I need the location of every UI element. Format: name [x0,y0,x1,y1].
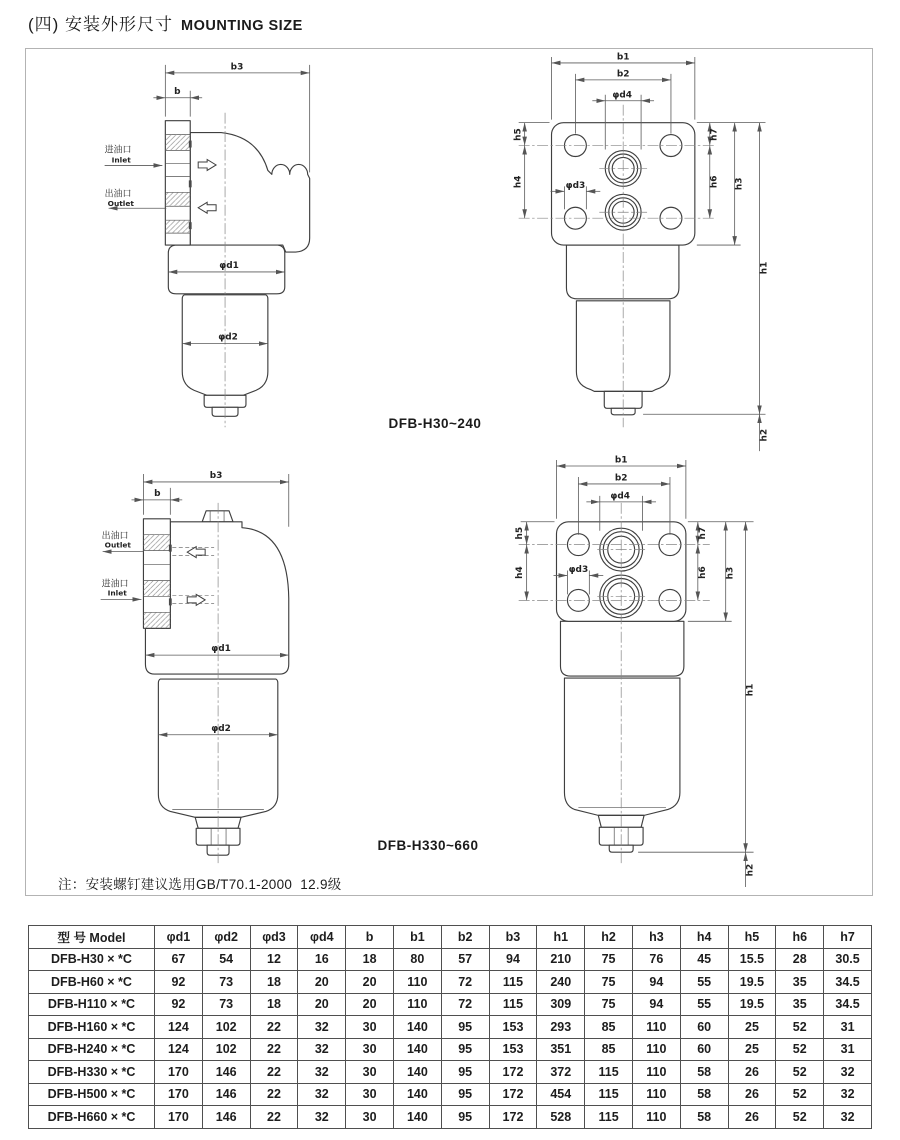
dim-value-cell: 110 [632,1083,680,1106]
dim-value-cell: 94 [632,971,680,994]
model-cell: DFB-H500 × *C [29,1083,155,1106]
dim-label-d1: φd1 [219,260,239,271]
dim-label-d2: φd2 [211,723,231,734]
flange-hatch [143,612,170,628]
dim-value-cell: 26 [728,1106,776,1129]
dim-label-b: b [174,86,181,97]
dim-value-cell: 92 [155,971,203,994]
dim-value-cell: 32 [824,1083,872,1106]
dim-value-cell: 30 [346,1061,394,1084]
dim-value-cell: 454 [537,1083,585,1106]
model-cell: DFB-H660 × *C [29,1106,155,1129]
model-cell: DFB-H160 × *C [29,1016,155,1039]
dim-value-cell: 25 [728,1016,776,1039]
dim-value-cell: 22 [250,1016,298,1039]
dim-value-cell: 30.5 [824,948,872,971]
dim-value-cell: 22 [250,1106,298,1129]
dim-value-cell: 16 [298,948,346,971]
dim-value-cell: 52 [776,1016,824,1039]
dim-value-cell: 115 [489,993,537,1016]
dim-value-cell: 110 [632,1016,680,1039]
dim-label-b2: b2 [614,473,628,484]
model-cell: DFB-H110 × *C [29,993,155,1016]
dim-value-cell: 73 [202,993,250,1016]
flange-hatch [165,192,190,206]
dim-value-cell: 55 [680,993,728,1016]
dim-value-cell: 60 [680,1016,728,1039]
dim-value-cell: 240 [537,971,585,994]
dim-value-cell: 30 [346,1083,394,1106]
dim-value-cell: 75 [585,948,633,971]
dim-value-cell: 32 [298,1016,346,1039]
inlet-label-cn: 进油口 [104,145,132,156]
dim-value-cell: 18 [346,948,394,971]
model-cell: DFB-H60 × *C [29,971,155,994]
dim-value-cell: 153 [489,1038,537,1061]
dim-value-cell: 146 [202,1083,250,1106]
table-row [29,948,872,971]
dim-value-cell: 528 [537,1106,585,1129]
dim-value-cell: 170 [155,1083,203,1106]
model-cell: DFB-H240 × *C [29,1038,155,1061]
model-header-cell: 型 号 Model [29,926,155,949]
side-view-h30-240 [105,62,310,427]
dim-label-h5: h5 [513,128,524,141]
dim-value-cell: 115 [585,1106,633,1129]
filter-head-outline [190,133,309,252]
dim-label-h4: h4 [513,175,524,189]
dim-value-cell: 372 [537,1061,585,1084]
dim-value-cell: 52 [776,1083,824,1106]
dim-value-cell: 57 [441,948,489,971]
dim-value-cell: 26 [728,1061,776,1084]
dim-value-cell: 58 [680,1106,728,1129]
front-view-h330-660 [515,456,755,887]
dim-value-cell: 20 [346,993,394,1016]
dim-value-cell: 18 [250,971,298,994]
front-view-h30-240 [514,52,770,451]
dim-value-cell: 45 [680,948,728,971]
dim-value-cell: 31 [824,1038,872,1061]
dim-value-cell: 22 [250,1083,298,1106]
dim-value-cell: 52 [776,1061,824,1084]
outlet-label-en: Outlet [104,540,132,550]
dim-label-h1: h1 [759,261,770,275]
dim-value-cell: 115 [585,1061,633,1084]
dim-value-cell: 75 [585,993,633,1016]
inlet-label-en: Inlet [107,588,127,598]
dim-value-cell: 92 [155,993,203,1016]
dim-value-cell: 293 [537,1016,585,1039]
dim-value-cell: 72 [441,971,489,994]
dim-label-h7: h7 [709,128,720,141]
dim-value-cell: 140 [393,1016,441,1039]
dim-label-b2: b2 [616,69,630,80]
dim-value-cell: 32 [298,1106,346,1129]
dim-label-h7: h7 [697,526,708,540]
dim-value-cell: 351 [537,1038,585,1061]
dim-value-cell: 76 [632,948,680,971]
dim-value-cell: 19.5 [728,993,776,1016]
head-neck [566,245,678,299]
dim-value-cell: 94 [632,993,680,1016]
dim-label-d4: φd4 [610,491,630,502]
dim-value-cell: 58 [680,1083,728,1106]
dim-value-cell: 12 [250,948,298,971]
dim-value-cell: 55 [680,971,728,994]
dim-value-cell: 172 [489,1061,537,1084]
dim-value-cell: 19.5 [728,971,776,994]
page-title [28,10,303,35]
dim-value-cell: 20 [298,971,346,994]
dim-header-cell: φd4 [298,926,346,949]
dim-header-cell: φd3 [250,926,298,949]
dim-value-cell: 75 [585,971,633,994]
dim-value-cell: 172 [489,1106,537,1129]
caption-dfb-h30-240: DFB-H30~240 [388,416,482,431]
dim-value-cell: 94 [489,948,537,971]
page-title-en: MOUNTING SIZE [181,18,303,34]
table-row [29,1016,872,1039]
dim-value-cell: 110 [632,1106,680,1129]
dim-value-cell: 31 [824,1016,872,1039]
dim-label-h3: h3 [725,566,736,580]
dim-value-cell: 85 [585,1038,633,1061]
dim-value-cell: 140 [393,1038,441,1061]
dim-value-cell: 35 [776,971,824,994]
port-boss [189,141,192,148]
dim-value-cell: 30 [346,1016,394,1039]
dim-value-cell: 22 [250,1061,298,1084]
dim-label-d4: φd4 [612,90,632,101]
dim-value-cell: 32 [298,1083,346,1106]
dim-header-cell: φd1 [155,926,203,949]
head-neck [560,621,683,676]
dimension-table [28,925,872,1129]
dim-value-cell: 58 [680,1061,728,1084]
page-title-cn: (四) 安装外形尺寸 [28,15,174,34]
outlet-label-cn: 出油口 [104,189,132,200]
table-row [29,1038,872,1061]
dim-label-h4: h4 [515,566,526,579]
dim-label-b1: b1 [616,52,630,63]
dim-value-cell: 22 [250,1038,298,1061]
dim-value-cell: 140 [393,1106,441,1129]
dim-label-b: b [154,488,161,499]
dim-value-cell: 110 [393,993,441,1016]
dim-value-cell: 32 [298,1061,346,1084]
table-row [29,971,872,994]
dim-value-cell: 95 [441,1083,489,1106]
dim-value-cell: 72 [441,993,489,1016]
dim-label-d3: φd3 [568,565,589,576]
dim-label-h2: h2 [759,428,770,442]
dim-value-cell: 32 [824,1106,872,1129]
dim-header-cell: h7 [824,926,872,949]
table-row [29,993,872,1016]
dim-value-cell: 95 [441,1038,489,1061]
dim-value-cell: 52 [776,1106,824,1129]
outlet-label-en: Outlet [107,199,135,209]
dim-value-cell: 115 [585,1083,633,1106]
dim-value-cell: 15.5 [728,948,776,971]
filter-bowl-outline [564,678,679,815]
dim-header-cell: b1 [393,926,441,949]
dim-value-cell: 172 [489,1083,537,1106]
model-cell: DFB-H30 × *C [29,948,155,971]
dim-value-cell: 153 [489,1016,537,1039]
model-cell: DFB-H330 × *C [29,1061,155,1084]
flange-hatch [165,220,190,233]
dim-value-cell: 95 [441,1016,489,1039]
mounting-screw-note: 注：安装螺钉建议选用GB/T70.1-2000 12.9级 [58,877,342,892]
dim-header-cell: b3 [489,926,537,949]
head-top-nut [202,511,233,522]
dim-label-h1: h1 [745,683,756,697]
dim-value-cell: 34.5 [824,993,872,1016]
dim-label-h3: h3 [734,177,745,191]
dim-label-h6: h6 [709,175,720,189]
dim-header-cell: b [346,926,394,949]
dim-value-cell: 34.5 [824,971,872,994]
dimension-table-head [29,926,872,949]
dim-value-cell: 110 [632,1061,680,1084]
dim-value-cell: 110 [393,971,441,994]
dim-value-cell: 25 [728,1038,776,1061]
flange-hatch [165,135,190,151]
table-header-row [29,926,872,949]
dim-value-cell: 18 [250,993,298,1016]
port-boss [189,180,192,187]
dim-value-cell: 210 [537,948,585,971]
dim-value-cell: 20 [298,993,346,1016]
dim-label-d1: φd1 [211,644,231,655]
dim-label-h5: h5 [515,526,526,540]
dim-value-cell: 60 [680,1038,728,1061]
dim-value-cell: 140 [393,1061,441,1084]
dim-label-b1: b1 [614,455,628,466]
dim-value-cell: 170 [155,1106,203,1129]
dim-value-cell: 85 [585,1016,633,1039]
dim-value-cell: 26 [728,1083,776,1106]
dimension-table-body [29,948,872,1128]
table-row [29,1083,872,1106]
drawing-area [25,48,873,896]
dim-value-cell: 170 [155,1061,203,1084]
dim-value-cell: 110 [632,1038,680,1061]
dim-value-cell: 32 [824,1061,872,1084]
dim-value-cell: 67 [155,948,203,971]
table-row [29,1106,872,1129]
dim-header-cell: h5 [728,926,776,949]
caption-dfb-h330-660: DFB-H330~660 [377,838,479,853]
dim-label-d3: φd3 [565,180,586,191]
inlet-label-cn: 进油口 [101,579,129,590]
dim-value-cell: 20 [346,971,394,994]
port-boss [169,598,172,605]
dim-label-b3: b3 [209,470,223,481]
dim-value-cell: 102 [202,1038,250,1061]
mounting-drawings [26,49,872,895]
dim-value-cell: 95 [441,1061,489,1084]
flange-hatch [143,580,170,596]
dim-value-cell: 95 [441,1106,489,1129]
dim-value-cell: 146 [202,1061,250,1084]
flange-hatch [143,535,170,551]
dim-label-b3: b3 [230,62,244,73]
dim-value-cell: 30 [346,1106,394,1129]
dim-header-cell: h3 [632,926,680,949]
dim-value-cell: 30 [346,1038,394,1061]
side-view-h330-660 [101,471,289,863]
dim-value-cell: 140 [393,1083,441,1106]
dim-value-cell: 32 [298,1038,346,1061]
dim-header-cell: h6 [776,926,824,949]
dim-value-cell: 80 [393,948,441,971]
dim-label-h6: h6 [697,566,708,579]
dim-header-cell: φd2 [202,926,250,949]
outlet-label-cn: 出油口 [101,531,129,542]
dim-header-cell: h4 [680,926,728,949]
dim-header-cell: b2 [441,926,489,949]
dim-label-d2: φd2 [218,332,238,343]
inlet-label-en: Inlet [111,155,131,165]
port-boss [189,222,192,229]
dim-value-cell: 102 [202,1016,250,1039]
dim-value-cell: 73 [202,971,250,994]
dim-value-cell: 115 [489,971,537,994]
dim-value-cell: 309 [537,993,585,1016]
dim-value-cell: 124 [155,1038,203,1061]
table-row [29,1061,872,1084]
port-boss [169,545,172,552]
dim-header-cell: h2 [585,926,633,949]
dim-header-cell: h1 [537,926,585,949]
dim-value-cell: 35 [776,993,824,1016]
dim-value-cell: 54 [202,948,250,971]
dim-value-cell: 28 [776,948,824,971]
dim-label-h2: h2 [745,863,756,877]
dim-value-cell: 146 [202,1106,250,1129]
dim-value-cell: 52 [776,1038,824,1061]
dim-value-cell: 124 [155,1016,203,1039]
